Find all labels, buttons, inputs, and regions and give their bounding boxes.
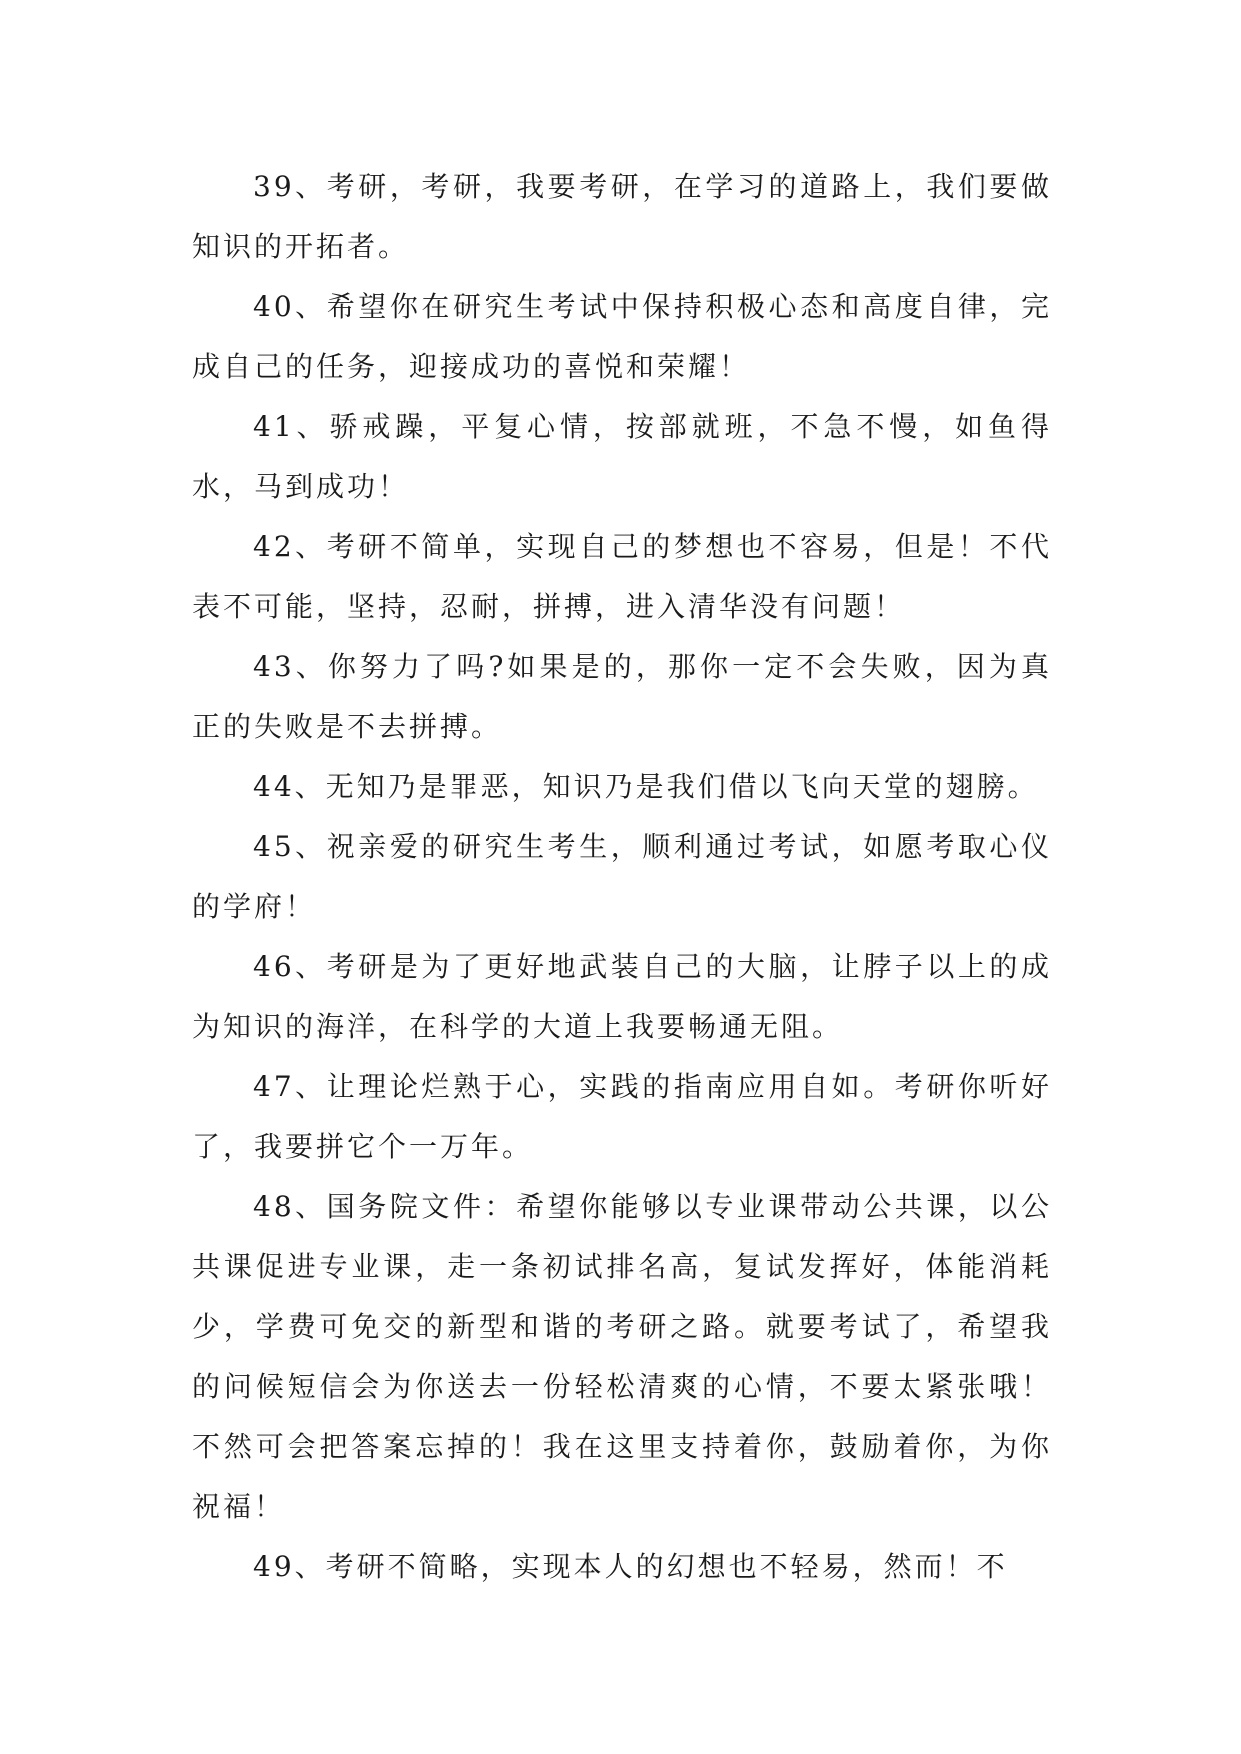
paragraph-40: 40、希望你在研究生考试中保持积极心态和高度自律，完成自己的任务，迎接成功的喜悦和荣耀！ (192, 290, 1052, 383)
paragraph-42: 42、考研不简单，实现自己的梦想也不容易，但是！不代表不可能，坚持，忍耐，拼搏，进入清华没有问题！ (192, 530, 1052, 623)
paragraph-39: 39、考研，考研，我要考研，在学习的道路上，我们要做知识的开拓者。 (192, 170, 1052, 263)
paragraph-43: 43、你努力了吗?如果是的，那你一定不会失败，因为真正的失败是不去拼搏。 (192, 650, 1052, 743)
paragraph-44: 44、无知乃是罪恶，知识乃是我们借以飞向天堂的翅膀。 (253, 770, 1039, 803)
paragraph-49: 49、考研不简略，实现本人的幻想也不轻易，然而！不 (253, 1550, 1008, 1583)
document-page (192, 157, 1052, 1597)
paragraph-45: 45、祝亲爱的研究生考生，顺利通过考试，如愿考取心仪的学府！ (192, 830, 1052, 923)
paragraph-41: 41、骄戒躁，平复心情，按部就班，不急不慢，如鱼得水，马到成功！ (192, 410, 1052, 503)
paragraph-46: 46、考研是为了更好地武装自己的大脑，让脖子以上的成为知识的海洋，在科学的大道上我要畅通无阻。 (192, 950, 1052, 1043)
paragraph-48: 48、国务院文件：希望你能够以专业课带动公共课，以公共课促进专业课，走一条初试排名高，复试发挥好，体能消耗少，学费可免交的新型和谐的考研之路。就要考试了，希望我的问候短信会为你送去一份轻松清爽的心情，不要太紧张哦！不然可会把答案忘掉的！我在这里支持着你，鼓励着你，为你祝福！ (192, 1190, 1052, 1523)
paragraph-47: 47、让理论烂熟于心，实践的指南应用自如。考研你听好了，我要拼它个一万年。 (192, 1070, 1052, 1163)
